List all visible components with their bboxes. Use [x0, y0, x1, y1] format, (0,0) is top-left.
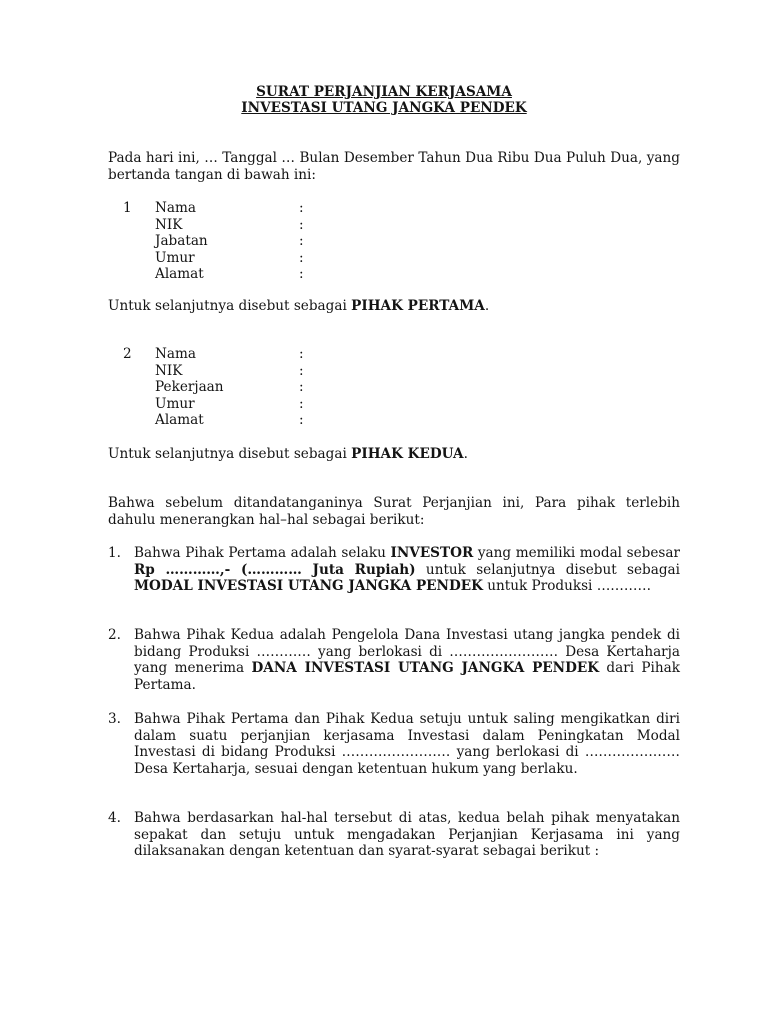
- recital-text: [134, 810, 680, 860]
- recital-text-part: Bahwa Pihak Pertama dan Pihak Kedua setuju untuk saling mengikatkan diri dalam suatu perjanjian kerjasama Investasi dalam Peningkatan Modal Investasi di bidang Produksi …………………… yang berlokasi di ………………… Desa Kertaharja, sesuai dengan ketentuan hukum yang berlaku.: [134, 711, 680, 777]
- party2-colon: :: [299, 346, 304, 362]
- party1-field-jabatan: Jabatan: [155, 233, 208, 249]
- party1-colon: :: [299, 200, 304, 216]
- party1-colon: :: [299, 216, 304, 233]
- party1-field-umur: Umur: [155, 249, 195, 266]
- party2-colon: :: [299, 395, 304, 412]
- recital-text-part: yang memiliki modal sebesar: [473, 545, 680, 561]
- party2-colon: :: [299, 362, 304, 379]
- party2-field-umur: Umur: [155, 395, 195, 412]
- party1-field-nik: NIK: [155, 216, 183, 233]
- recital-text-bold: Rp …………,- (………… Juta Rupiah): [134, 561, 416, 578]
- recital-text: [134, 711, 680, 777]
- recital-number: 2.: [108, 627, 121, 643]
- recital-number: 1.: [108, 545, 121, 561]
- party1-colon: :: [299, 249, 304, 266]
- party1-designation-prefix: Untuk selanjutnya disebut sebagai: [108, 298, 352, 314]
- party1-colon: :: [299, 233, 304, 249]
- recital-intro: Bahwa sebelum ditandatanganinya Surat Perjanjian ini, Para pihak terlebih dahulu menerangkan hal–hal sebagai berikut:: [108, 495, 680, 528]
- party2-designation-suffix: .: [463, 446, 468, 462]
- party2-number: 2: [123, 346, 132, 362]
- party1-designation: [108, 298, 489, 315]
- party1-field-alamat: Alamat: [155, 266, 204, 282]
- party2-designation-name: PIHAK KEDUA: [351, 446, 464, 462]
- recital-number: 4.: [108, 810, 121, 826]
- party1-designation-name: PIHAK PERTAMA: [351, 298, 485, 314]
- party1-field-nama: Nama: [155, 200, 196, 216]
- recital-number: 3.: [108, 711, 121, 727]
- recital-text: [134, 545, 680, 595]
- recital-text-bold: INVESTOR: [390, 545, 474, 561]
- title-line-2: INVESTASI UTANG JANGKA PENDEK: [241, 100, 527, 116]
- party2-field-nik: NIK: [155, 362, 183, 379]
- party2-colon: :: [299, 379, 304, 395]
- recital-text-part: Bahwa berdasarkan hal-hal tersebut di atas, kedua belah pihak menyatakan sepakat dan setuju untuk mengadakan Perjanjian Kerjasama ini yang dilaksanakan dengan ketentuan dan syarat-syarat sebagai berikut :: [134, 810, 680, 859]
- recital-text-part: untuk selanjutnya disebut sebagai: [415, 561, 680, 578]
- party2-colon: :: [299, 412, 304, 428]
- intro-paragraph: Pada hari ini, … Tanggal … Bulan Desember Tahun Dua Ribu Dua Puluh Dua, yang bertanda tangan di bawah ini:: [108, 150, 680, 183]
- recital-text-part: Bahwa Pihak Kedua adalah Pengelola Dana Investasi utang jangka pendek di bidang Produksi ………… yang berlokasi di …………………… Desa Kertaharja yang menerima: [134, 627, 680, 676]
- recital-text: [134, 627, 680, 693]
- recital-text-bold: DANA INVESTASI UTANG JANGKA PENDEK: [251, 660, 600, 676]
- recital-text-part: Bahwa Pihak Pertama adalah selaku: [134, 545, 391, 561]
- party2-field-pekerjaan: Pekerjaan: [155, 379, 224, 395]
- party1-designation-suffix: .: [484, 298, 490, 314]
- party2-field-alamat: Alamat: [155, 412, 204, 428]
- recital-text-part: untuk Produksi …………: [482, 578, 652, 594]
- party2-designation-prefix: Untuk selanjutnya disebut sebagai: [108, 446, 352, 462]
- recital-text-bold: MODAL INVESTASI UTANG JANGKA PENDEK: [134, 578, 483, 594]
- party2-field-nama: Nama: [155, 346, 196, 362]
- party1-number: 1: [123, 200, 132, 216]
- recital-text-part: dari Pihak Pertama.: [134, 660, 680, 693]
- party1-colon: :: [299, 266, 304, 282]
- party2-designation: [108, 446, 468, 463]
- title-line-1: SURAT PERJANJIAN KERJASAMA: [256, 84, 512, 100]
